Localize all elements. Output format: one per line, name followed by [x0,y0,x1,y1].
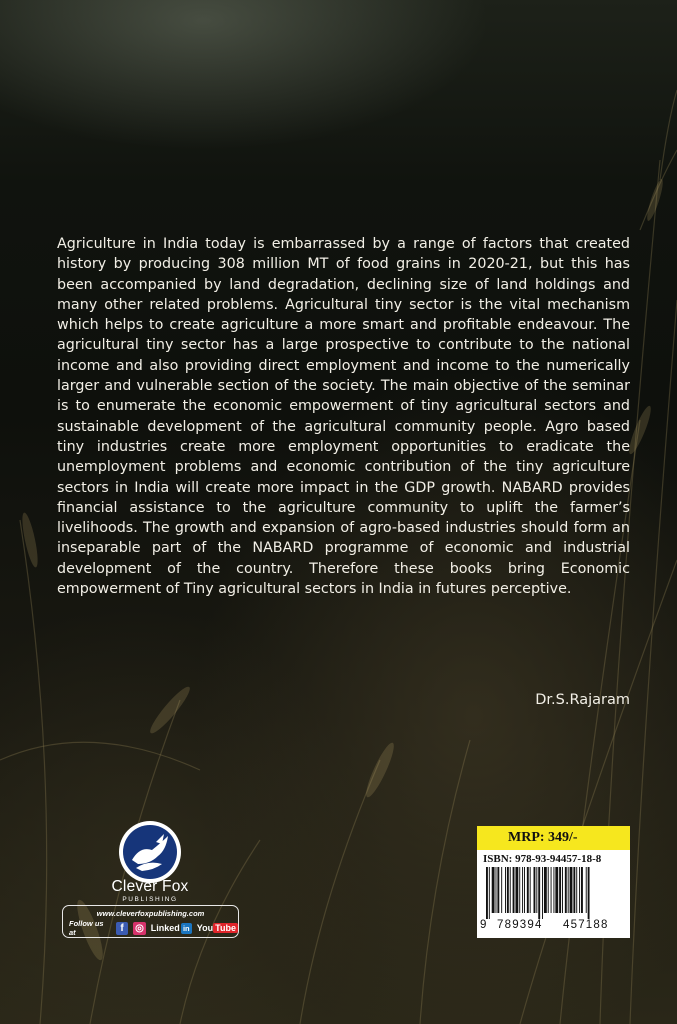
instagram-icon[interactable]: ◎ [135,922,144,934]
barcode-bar [527,867,529,913]
publisher-subtitle: PUBLISHING [122,896,178,903]
back-cover-blurb: Agriculture in India today is embarrassed by a range of factors that created history by producing 308 million MT of food grains in 2020-21, but this has been accompanied by land degradation, declining size of land holdings and many other related problems. Agricultural tiny sector is the vital mechanism which helps to create agriculture a more smart and profitable endeavour. The agricultural tiny sector has a large prospective to contribute to the national income and also providing direct employment and income to the numerically larger and vulnerable section of the society. The main objective of the seminar is to enumerate the economic empowerment of tiny agricultural sectors and sustainable development of the agricultural community people. Agro based tiny industries create more employment opportunities to eradicate the unemployment problems and economic contribution of the tiny agriculture sectors in India will create more impact in the GDP growth. NABARD provides financial assistance to the agriculture community to uplift the farmer’s livelihoods. The growth and expansion of agro-based industries should form an inseparable part of the NABARD programme of economic and industrial development of the country. Therefore these books bring Economic empowerment of Tiny agricultural sectors in India in futures perceptive. [57,236,630,598]
barcode-bar [505,867,506,913]
fox-logo-icon [118,820,182,884]
barcode-bar [588,867,590,919]
barcode-digit-first: 9 [480,919,487,931]
barcode-digits-left: 789394 [497,919,543,931]
barcode-bar [492,867,495,913]
barcode-bar [530,867,531,913]
barcode-digits-right: 457188 [563,919,609,931]
isbn-number: ISBN: 978-93-94457-18-8 [483,853,602,865]
barcode-bar [501,867,502,913]
barcode-bar [551,867,552,913]
barcode-bar [581,867,583,913]
barcode-bar [570,867,573,913]
facebook-icon[interactable]: f [116,922,129,935]
barcode-bar [565,867,567,913]
linkedin-word: Linked [150,923,180,933]
linkedin-icon[interactable] [151,923,192,934]
barcode-bar [522,867,523,913]
youtube-you: You [196,923,214,933]
publisher-name: Clever Fox [111,878,189,895]
barcode-bar [573,867,575,913]
barcode-bar [586,867,587,913]
barcode-bar [507,867,509,913]
barcode-bar [544,867,547,913]
barcode-bar [579,867,580,913]
barcode-bar [548,867,549,913]
barcode-bar [510,867,511,913]
barcode-bar [536,867,537,913]
barcode-bar [519,867,520,913]
barcode-bar [515,867,518,913]
barcode-bar [555,867,558,913]
barcode-box [477,850,630,938]
publisher-contact-box [62,905,239,938]
barcode-bar [562,867,563,913]
barcode-bar [489,867,490,919]
barcode-bar [496,867,497,913]
barcode-bar [568,867,569,913]
barcode-bar [486,867,488,919]
barcode-bar [513,867,515,913]
isbn-barcode [486,867,621,919]
barcode-bar [542,867,543,919]
barcode-bar [534,867,536,913]
barcode-bar [538,867,540,919]
price-label: MRP: 349/- [477,826,630,850]
barcode-bar [576,867,577,913]
social-links-row [69,921,238,935]
youtube-tube: Tube [215,923,236,933]
barcode-bar [553,867,554,913]
barcode-bar [559,867,561,913]
follow-us-label: Follow us at [69,919,104,937]
author-name: Dr.S.Rajaram [535,692,630,708]
linkedin-box: in [181,923,192,934]
barcode-bar [524,867,525,913]
youtube-icon[interactable] [197,923,238,933]
publisher-website[interactable]: www.cleverfoxpublishing.com [96,909,205,918]
barcode-bar [497,867,499,913]
